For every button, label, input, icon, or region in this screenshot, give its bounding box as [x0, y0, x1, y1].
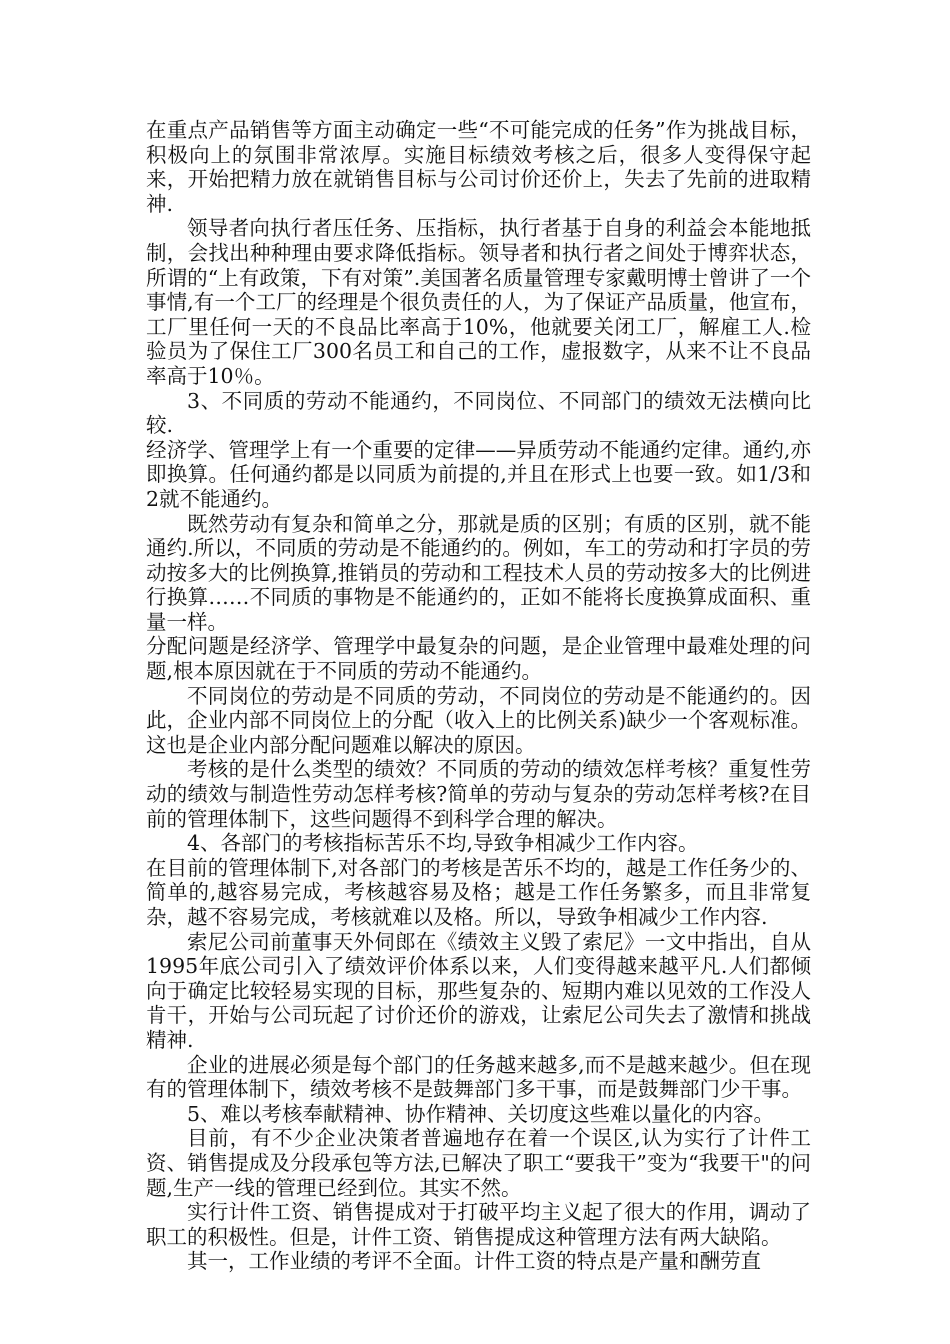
paragraph: 既然劳动有复杂和简单之分，那就是质的区别；有质的区别，就不能通约.所以，不同质的劳动是不能通约的。例如，车工的劳动和打字员的劳动按多大的比例换算,推销员的劳动和工程技术人员的劳动按多大的比例进行换算……不同质的事物是不能通约的，正如不能将长度换算成面积、重量一样。 [146, 511, 811, 634]
document-body [146, 118, 811, 1274]
paragraph: 在目前的管理体制下,对各部门的考核是苦乐不均的，越是工作任务少的、简单的,越容易完成，考核越容易及格；越是工作任务繁多，而且非常复杂，越不容易完成，考核就难以及格。所以，导致争相减少工作内容. [146, 855, 811, 929]
paragraph: 企业的进展必须是每个部门的任务越来越多,而不是越来越少。但在现有的管理体制下，绩效考核不是鼓舞部门多干事，而是鼓舞部门少干事。 [146, 1052, 811, 1102]
paragraph: 领导者向执行者压任务、压指标，执行者基于自身的利益会本能地抵制，会找出种种理由要求降低指标。领导者和执行者之间处于博弈状态，所谓的“上有政策，下有对策”.美国著名质量管理专家戴明博士曾讲了一个事情,有一个工厂的经理是个很负责任的人，为了保证产品质量，他宣布，工厂里任何一天的不良品比率高于10%，他就要关闭工厂，解雇工人.检验员为了保住工厂300名员工和自己的工作，虚报数字，从来不让不良品率高于10％。 [146, 216, 811, 388]
section-heading: 4、各部门的考核指标苦乐不均,导致争相减少工作内容。 [187, 831, 699, 856]
paragraph: 分配问题是经济学、管理学中最复杂的问题，是企业管理中最难处理的问题,根本原因就在于不同质的劳动不能通约。 [146, 634, 811, 684]
paragraph: 在重点产品销售等方面主动确定一些“不可能完成的任务”作为挑战目标，积极向上的氛围非常浓厚。实施目标绩效考核之后，很多人变得保守起来，开始把精力放在就销售目标与公司讨价还价上，失去了先前的进取精神. [146, 118, 811, 216]
section-heading: 5、难以考核奉献精神、协作精神、关切度这些难以量化的内容。 [187, 1101, 775, 1126]
paragraph: 目前，有不少企业决策者普遍地存在着一个误区,认为实行了计件工资、销售提成及分段承包等方法,已解决了职工“要我干”变为“我要干"的问题,生产一线的管理已经到位。其实不然。 [146, 1126, 811, 1200]
paragraph: 不同岗位的劳动是不同质的劳动，不同岗位的劳动是不能通约的。因此，企业内部不同岗位上的分配（收入上的比例关系)缺少一个客观标准。这也是企业内部分配问题难以解决的原因。 [146, 683, 811, 757]
section-heading: 3、不同质的劳动不能通约，不同岗位、不同部门的绩效无法横向比较. [146, 388, 811, 438]
paragraph: 其一，工作业绩的考评不全面。计件工资的特点是产量和酬劳直 [187, 1249, 761, 1274]
paragraph: 索尼公司前董事天外伺郎在《绩效主义毁了索尼》一文中指出，自从1995年底公司引入了绩效评价体系以来，人们变得越来越平凡.人们都倾向于确定比较轻易实现的目标，那些复杂的、短期内难以见效的工作没人肯干，开始与公司玩起了讨价还价的游戏，让索尼公司失去了激情和挑战精神. [146, 929, 811, 1052]
paragraph: 考核的是什么类型的绩效？不同质的劳动的绩效怎样考核？重复性劳动的绩效与制造性劳动怎样考核?简单的劳动与复杂的劳动怎样考核?在目前的管理体制下，这些问题得不到科学合理的解决。 [146, 757, 811, 831]
paragraph: 实行计件工资、销售提成对于打破平均主义起了很大的作用，调动了职工的积极性。但是，计件工资、销售提成这种管理方法有两大缺陷。 [146, 1200, 811, 1249]
paragraph: 经济学、管理学上有一个重要的定律——异质劳动不能通约定律。通约,亦即换算。任何通约都是以同质为前提的,并且在形式上也要一致。如1/3和 2就不能通约。 [146, 437, 811, 511]
